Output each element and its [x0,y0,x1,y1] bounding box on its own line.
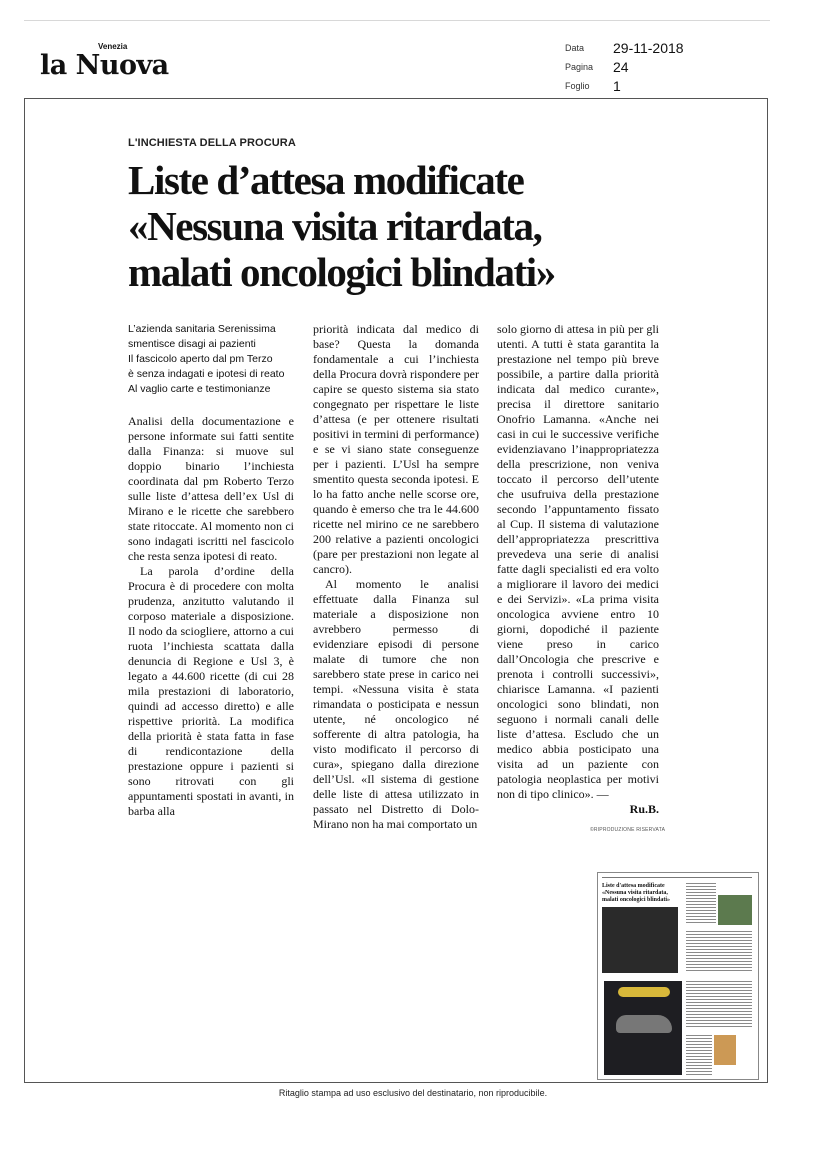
thumb-advertisement [604,981,682,1075]
thumb-text-block [686,931,752,973]
article-summary [128,322,304,397]
meta-value: 29-11-2018 [613,39,684,56]
thumb-headline-line: «Nessuna visita ritardata, [602,890,668,896]
meta-label: Foglio [565,80,590,91]
copyright-notice: ©RIPRODUZIONE RISERVATA [590,827,666,833]
meta-row-page [565,57,684,76]
paragraph: priorità indicata dal medico di base? Questa la domanda fondamentale a cui l’inchiesta della Procura dovrà rispondere per capire se questo sistema sia stato congegnato per rispettare le liste d’attesa (e per ottenere risultati positivi in termini di performance) e se vi siano state conseguenze per i pazienti. L’Usl ha sempre smentito questa seconda ipotesi. E lo ha fatto anche nelle scorse ore, quando è emerso che tra le 44.600 ricette nel mirino ce ne sarebbero 200 relative a pazienti oncologici (pare per prestazioni non legate al cancro). [313,322,479,576]
headline-line: malati oncologici blindati» [128,249,555,295]
meta-label: Data [565,42,585,53]
author-signature: Ru.B. [629,802,659,816]
article-column-3 [497,322,659,817]
clipping-meta [565,38,684,95]
paragraph: solo giorno di attesa in più per gli utenti. A tutti è stata garantita la prestazione nel tempo più breve possibile, a partire dalla priorità indicata dal medico curante», precisa il direttore sanitario Onofrio Lamanna. «Anche nei casi in cui le successive verifiche evidenziavano l’inappropriatezza della prescrizione, non veniva toccato il percorso dell’utente che usufruiva della prestazione secondo l’appuntamento fissato al Cup. Il sistema di valutazione dell’appropriatezza prescrittiva prevedeva una serie di analisi fatte dagli specialisti ed era volto a migliorare il lavoro dei medici e dei Servizi». «La prima visita oncologica avviene entro 10 giorni, dopodiché il paziente viene preso in carico dall’Oncologia che prescrive e prenota i controlli successivi», chiarisce Lamanna. «I pazienti oncologici sono blindati, non seguono i normali canali delle liste d’attesa. Escludo che un medico abbia posticipato una visita ad un paziente con patologia neoplastica per motivi non di tipo clinico». — [497,322,659,801]
meta-row-date [565,38,684,57]
summary-line: è senza indagati e ipotesi di reato [128,368,285,380]
logo-edition: Venezia [98,42,128,51]
paragraph: Analisi della documentazione e persone informate sui fatti sentite dalla Finanza: si muove sul doppio binario l’inchiesta coordinata dal pm Roberto Terzo sulle liste d’attesa dell’ex Usl di Mirano e le ricette che sarebbero state ritoccate. Al momento non ci sono indagati iscritti nel fascicolo che resta senza ipotesi di reato. [128,414,294,563]
paragraph: Al momento le analisi effettuate dalla Finanza sul materiale a disposizione non avrebbero permesso di evidenziare episodi di persone malate di tumore che non sarebbero state prese in carico nei tempi. «Nessuna visita è stata rimandata o posticipata e nessun utente, né oncologico né sofferente di altra patologia, ha visto modificato il percorso di cura», spiegano dalla direzione dell’Usl. «Il sistema di gestione delle liste di attesa utilizzato in passato nel Distretto di Dolo-Mirano non ha mai comportato un [313,577,479,831]
thumb-ad-logo [618,987,670,997]
thumb-headline-line: malati oncologici blindati» [602,897,671,903]
thumb-text-block [686,981,752,1029]
meta-value: 1 [613,77,621,94]
article-kicker: L'INCHIESTA DELLA PROCURA [128,137,296,149]
summary-line: Il fascicolo aperto dal pm Terzo [128,353,273,365]
summary-line: L’azienda sanitaria Serenissima [128,323,276,335]
thumb-article-block [602,907,678,973]
headline-line: Liste d’attesa modificate [128,157,524,203]
meta-row-sheet [565,76,684,95]
footer-note: Ritaglio stampa ad uso esclusivo del destinatario, non riproducibile. [278,1088,548,1098]
summary-line: Al vaglio carte e testimonianze [128,383,271,395]
thumb-rule [602,877,752,878]
logo-title: la Nuova [40,50,169,81]
newspaper-logo [40,42,169,81]
thumb-photo [718,895,752,925]
thumb-text-block [686,1035,712,1075]
thumb-illustration [714,1035,736,1065]
article-column-1 [128,414,294,819]
paragraph: La parola d’ordine della Procura è di procedere con molta prudenza, anzitutto valutando il corposo materiale a disposizione. Il nodo da sciogliere, attorno a cui ruota l’inchiesta scattata dalla denuncia di Regione e Usl 3, è legato a 44.600 ricette (di cui 28 mila prestazioni di laboratorio, quindi ad accesso diretto) e alle rispettive priorità. La modifica della priorità è stata fatta in fase di rendicontazione della prestazione oppure i pazienti si sono ritrovati con gli appuntamenti spostati in avanti, in barba alla [128,564,294,818]
page-thumbnail [597,872,759,1080]
article-headline [128,157,688,295]
article-column-2 [313,322,479,832]
summary-line: smentisce disagi ai pazienti [128,338,256,350]
thumb-headline-line: Liste d'attesa modificate [602,883,665,889]
thumb-ad-car [616,1015,672,1033]
header-rule [24,20,770,21]
headline-line: «Nessuna visita ritardata, [128,203,542,249]
meta-value: 24 [613,58,629,75]
thumb-text-block [686,883,716,923]
meta-label: Pagina [565,61,594,72]
